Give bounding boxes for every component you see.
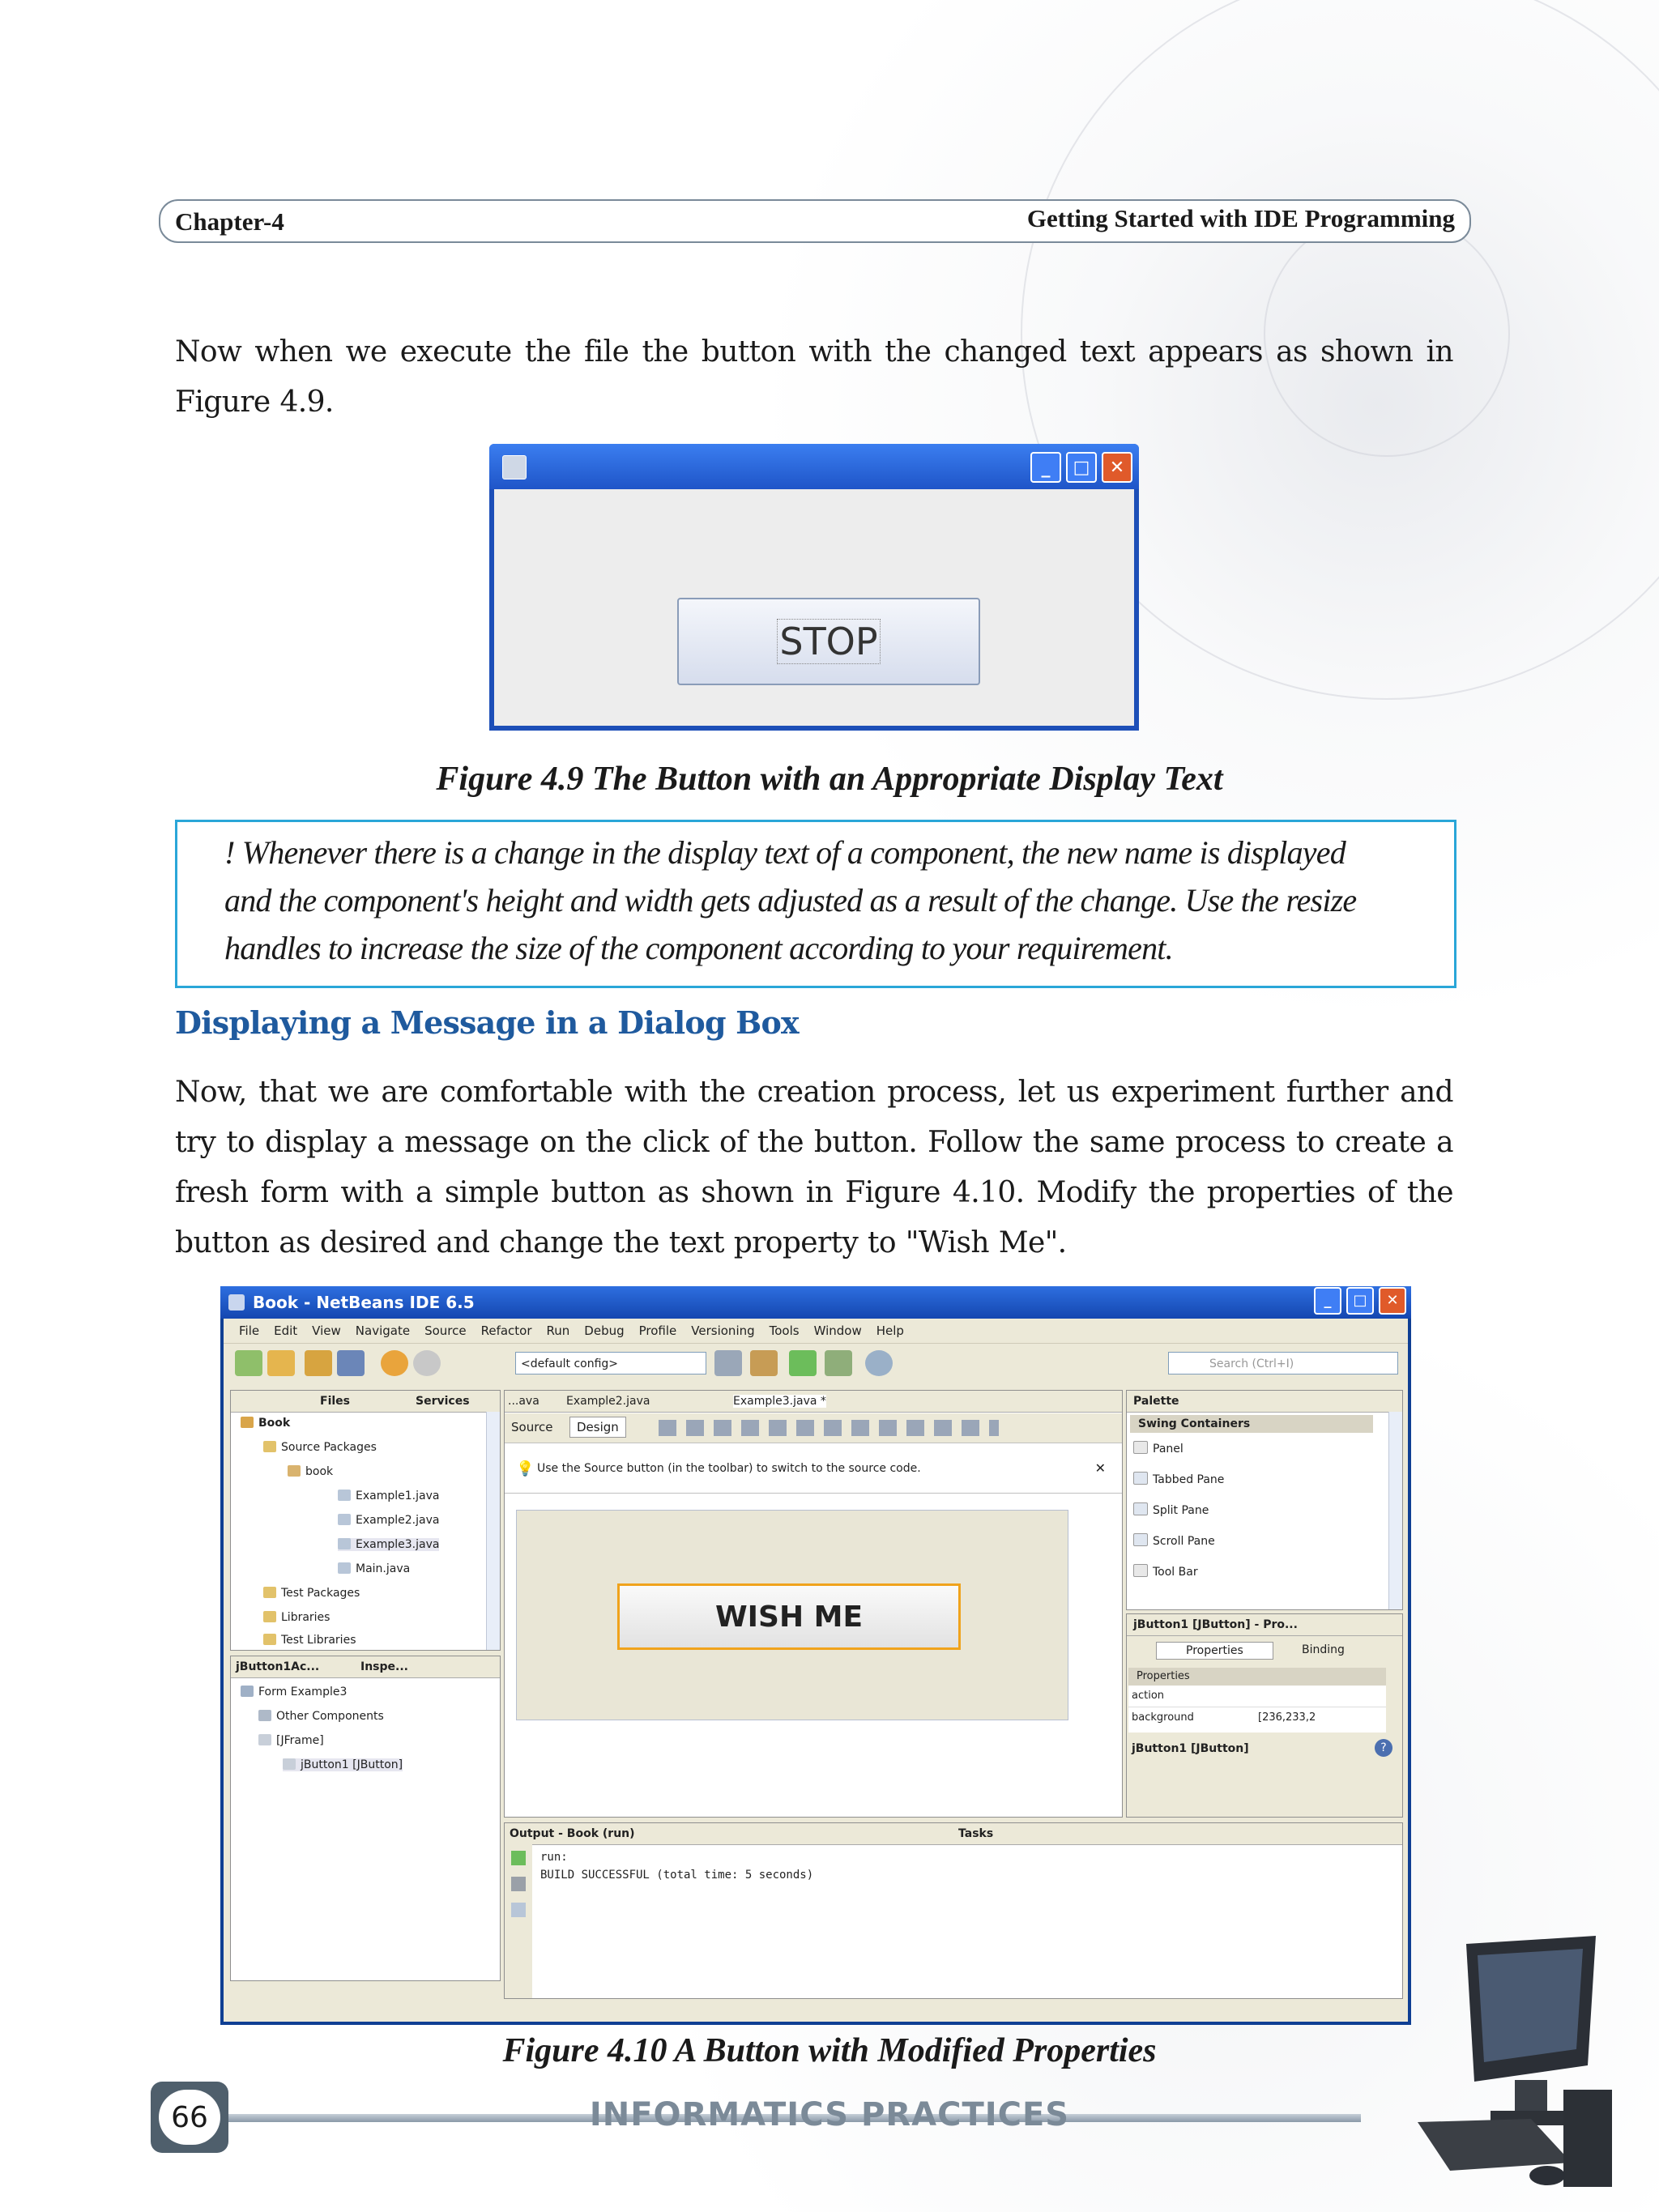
undo-icon[interactable] xyxy=(381,1350,408,1376)
rerun-icon[interactable] xyxy=(511,1851,526,1865)
java-app-icon xyxy=(502,455,527,479)
design-tools-icon[interactable] xyxy=(659,1420,999,1436)
editor-toolbar xyxy=(505,1413,1122,1443)
main-toolbar xyxy=(224,1343,1408,1383)
properties-title: jButton1 [JButton] - Pro... xyxy=(1133,1618,1298,1631)
wish-me-button[interactable]: WISH ME xyxy=(617,1583,961,1650)
property-row-background[interactable] xyxy=(1128,1707,1386,1728)
menu-view[interactable]: View xyxy=(312,1323,341,1338)
netbeans-window xyxy=(220,1286,1411,2025)
section-heading: Displaying a Message in a Dialog Box xyxy=(175,1004,799,1041)
figure-4-9-caption: Figure 4.9 The Button with an Appropriate Display Text xyxy=(436,761,1223,798)
properties-header xyxy=(1127,1614,1402,1636)
panel-icon xyxy=(1133,1441,1148,1454)
menu-file[interactable]: File xyxy=(239,1323,260,1338)
menu-debug[interactable]: Debug xyxy=(584,1323,625,1338)
palette-panel xyxy=(1126,1390,1403,1610)
property-value[interactable]: [236,233,2 xyxy=(1258,1711,1316,1724)
close-icon[interactable]: ✕ xyxy=(1102,452,1132,483)
netbeans-titlebar xyxy=(220,1286,1411,1319)
menu-run[interactable]: Run xyxy=(546,1323,570,1338)
palette-item[interactable]: Split Pane xyxy=(1133,1502,1209,1517)
window-titlebar xyxy=(489,444,1139,489)
design-canvas xyxy=(505,1494,1122,1817)
maximize-icon[interactable]: □ xyxy=(1346,1287,1374,1315)
new-project-icon[interactable] xyxy=(267,1350,295,1376)
tab-output[interactable]: Output - Book (run) xyxy=(510,1827,635,1840)
jframe-design-area xyxy=(516,1510,1068,1720)
figure-4-9-window xyxy=(489,444,1139,731)
palette-category[interactable]: Swing Containers xyxy=(1130,1415,1373,1433)
components-icon xyxy=(258,1710,271,1721)
tab-inspector[interactable]: Inspe... xyxy=(360,1660,408,1673)
tree-node-book[interactable]: Book xyxy=(241,1417,290,1430)
menu-navigate[interactable]: Navigate xyxy=(355,1323,411,1338)
inspector-panel xyxy=(230,1656,501,1981)
settings-icon[interactable] xyxy=(511,1903,526,1917)
maximize-icon[interactable]: □ xyxy=(1066,452,1097,483)
java-file-icon xyxy=(338,1514,351,1525)
menu-source[interactable]: Source xyxy=(424,1323,467,1338)
tab-files[interactable]: Files xyxy=(320,1395,350,1408)
netbeans-window-title: Book - NetBeans IDE 6.5 xyxy=(253,1293,475,1312)
palette-header xyxy=(1127,1391,1402,1413)
output-tabs xyxy=(505,1823,1402,1845)
menu-refactor[interactable]: Refactor xyxy=(480,1323,532,1338)
palette-title: Palette xyxy=(1133,1395,1179,1408)
property-section: Properties xyxy=(1128,1668,1386,1686)
palette-item[interactable]: Scroll Pane xyxy=(1133,1533,1215,1548)
note-line: handles to increase the size of the component according to your requirement. xyxy=(224,930,1173,966)
chapter-header xyxy=(159,199,1471,243)
netbeans-app-icon xyxy=(228,1294,245,1311)
properties-footer-label: jButton1 [JButton] xyxy=(1132,1742,1249,1755)
projects-scrollbar[interactable] xyxy=(486,1412,500,1650)
output-panel xyxy=(504,1822,1403,1999)
lightbulb-icon: 💡 xyxy=(516,1460,535,1477)
open-project-icon[interactable] xyxy=(305,1350,332,1376)
tree-node-source-packages[interactable]: Source Packages xyxy=(263,1441,377,1454)
book-title: INFORMATICS PRACTICES xyxy=(589,2096,1070,2133)
tree-node-file[interactable]: Example2.java xyxy=(338,1514,439,1527)
note-box xyxy=(175,820,1456,988)
tab-tasks[interactable]: Tasks xyxy=(958,1827,994,1840)
hint-bar xyxy=(505,1444,1122,1494)
tab-file-active[interactable]: Example3.java * xyxy=(733,1395,826,1408)
button-component-icon xyxy=(283,1758,296,1770)
java-file-icon xyxy=(338,1562,351,1574)
debug-icon[interactable] xyxy=(825,1350,852,1376)
clean-build-icon[interactable] xyxy=(750,1350,778,1376)
minimize-icon[interactable]: _ xyxy=(1030,452,1061,483)
project-icon xyxy=(241,1417,254,1428)
inspector-tabs xyxy=(231,1656,500,1678)
tree-node-file[interactable]: Example3.java xyxy=(338,1538,439,1551)
stop-button-label: STOP xyxy=(777,619,880,664)
tab-services[interactable]: Services xyxy=(416,1395,470,1408)
editor-panel xyxy=(504,1390,1123,1818)
tree-node-test-libraries[interactable]: Test Libraries xyxy=(263,1634,356,1647)
inspector-node-form[interactable]: Form Example3 xyxy=(241,1686,347,1698)
tab-properties[interactable]: Properties xyxy=(1156,1642,1273,1660)
minimize-icon[interactable]: _ xyxy=(1314,1287,1341,1315)
stop-icon[interactable] xyxy=(511,1877,526,1891)
projects-tabs xyxy=(231,1391,500,1413)
build-icon[interactable] xyxy=(714,1350,742,1376)
tab-file[interactable]: ...ava xyxy=(508,1395,539,1408)
tab-action[interactable]: jButton1Ac... xyxy=(236,1660,320,1673)
frame-icon xyxy=(258,1734,271,1745)
window-client-area xyxy=(494,489,1134,726)
profile-icon[interactable] xyxy=(865,1350,893,1376)
tree-node-test-packages[interactable]: Test Packages xyxy=(263,1587,360,1600)
tab-file[interactable]: Example2.java xyxy=(566,1395,650,1408)
new-file-icon[interactable] xyxy=(235,1350,262,1376)
java-file-icon xyxy=(338,1538,351,1549)
stop-button[interactable] xyxy=(677,598,980,685)
menu-profile[interactable]: Profile xyxy=(638,1323,677,1338)
design-mode-button[interactable]: Design xyxy=(569,1417,626,1438)
hint-text: Use the Source button (in the toolbar) to switch to the source code. xyxy=(537,1462,921,1475)
editor-tabs xyxy=(505,1391,1122,1413)
intro-paragraph: Now when we execute the file the button with the changed text appears as shown in Figure 4.9. xyxy=(175,335,1453,419)
tab-binding[interactable]: Binding xyxy=(1302,1643,1345,1656)
output-side-toolbar xyxy=(505,1844,532,1998)
palette-item[interactable]: Tool Bar xyxy=(1133,1564,1198,1579)
split-pane-icon xyxy=(1133,1502,1148,1515)
property-name: background xyxy=(1132,1711,1194,1724)
chapter-title: Getting Started with IDE Programming xyxy=(1026,204,1455,232)
inspector-node-frame[interactable]: [JFrame] xyxy=(258,1734,324,1747)
tabbed-pane-icon xyxy=(1133,1472,1148,1485)
close-icon[interactable]: ✕ xyxy=(1094,1460,1106,1476)
inspector-node-other[interactable]: Other Components xyxy=(258,1710,384,1723)
properties-panel xyxy=(1126,1613,1403,1818)
menu-tools[interactable]: Tools xyxy=(769,1323,800,1338)
search-input[interactable]: Search (Ctrl+I) xyxy=(1168,1352,1398,1375)
property-row-action[interactable]: action xyxy=(1128,1686,1386,1707)
scroll-pane-icon xyxy=(1133,1533,1148,1546)
run-icon[interactable] xyxy=(789,1350,817,1376)
redo-icon[interactable] xyxy=(413,1350,441,1376)
figure-4-10-caption: Figure 4.10 A Button with Modified Properties xyxy=(502,2032,1157,2069)
tool-bar-icon xyxy=(1133,1564,1148,1577)
inspector-node-button[interactable]: jButton1 [JButton] xyxy=(283,1758,403,1771)
output-line: run: xyxy=(540,1851,568,1864)
folder-icon xyxy=(263,1587,276,1598)
desktop-computer-icon xyxy=(1328,1928,1620,2195)
output-line: BUILD SUCCESSFUL (total time: 5 seconds) xyxy=(540,1869,814,1882)
folder-icon xyxy=(263,1634,276,1645)
source-mode-button[interactable]: Source xyxy=(511,1420,553,1434)
menu-help[interactable]: Help xyxy=(876,1323,904,1338)
package-icon xyxy=(288,1465,301,1477)
menu-bar xyxy=(224,1319,1416,1341)
page-number: 66 xyxy=(159,2090,220,2145)
note-text xyxy=(224,829,1439,972)
window-controls xyxy=(1030,452,1132,483)
menu-versioning[interactable]: Versioning xyxy=(691,1323,755,1338)
form-icon xyxy=(241,1686,254,1697)
tree-node-package[interactable]: book xyxy=(288,1465,333,1478)
close-icon[interactable]: ✕ xyxy=(1379,1287,1406,1315)
chapter-label: Chapter-4 xyxy=(175,207,284,236)
palette-item[interactable]: Panel xyxy=(1133,1441,1183,1455)
tree-node-file[interactable]: Main.java xyxy=(338,1562,410,1575)
tree-node-libraries[interactable]: Libraries xyxy=(263,1611,330,1624)
tree-node-file[interactable]: Example1.java xyxy=(338,1490,439,1502)
section-paragraph: Now, that we are comfortable with the creation process, let us experiment further and try to display a message on the click of the button. Follow the same process to create a fresh form with a simple button as shown in Figure 4.10. Modify the properties of the button as desired and change the text property to "Wish Me". xyxy=(175,1076,1453,1259)
palette-item[interactable]: Tabbed Pane xyxy=(1133,1472,1224,1486)
netbeans-body xyxy=(224,1319,1408,2022)
folder-icon xyxy=(263,1441,276,1452)
help-icon[interactable]: ? xyxy=(1375,1739,1392,1757)
folder-icon xyxy=(263,1611,276,1622)
menu-edit[interactable]: Edit xyxy=(274,1323,298,1338)
netbeans-window-controls xyxy=(1314,1287,1406,1315)
projects-panel xyxy=(230,1390,501,1651)
note-line: and the component's height and width gets adjusted as a result of the change. Use the resize xyxy=(224,882,1357,918)
config-select[interactable]: <default config> xyxy=(515,1352,706,1375)
save-all-icon[interactable] xyxy=(337,1350,365,1376)
property-sheet xyxy=(1128,1668,1386,1733)
note-line: ! Whenever there is a change in the display text of a component, the new name is displayed xyxy=(224,834,1346,871)
java-file-icon xyxy=(338,1490,351,1501)
menu-window[interactable]: Window xyxy=(813,1323,862,1338)
palette-scrollbar[interactable] xyxy=(1388,1412,1402,1609)
